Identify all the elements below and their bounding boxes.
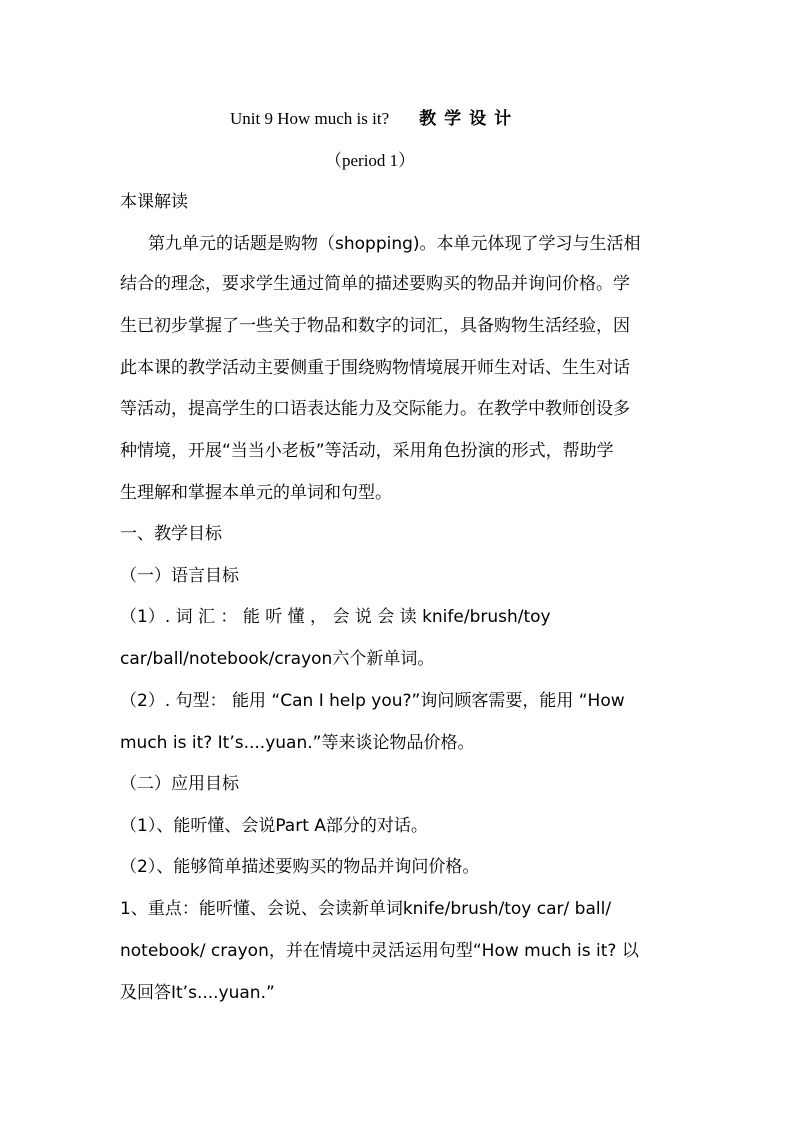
page-subtitle: （period 1）: [325, 151, 416, 170]
subheading-language-goals: （一）语言目标: [120, 566, 239, 586]
title-english: Unit 9 How much is it?: [230, 109, 390, 128]
intro-line-5: 等活动，提高学生的口语表达能力及交际能力。在教学中教师创设多: [120, 399, 630, 419]
intro-line-7: 生理解和掌握本单元的单词和句型。: [120, 483, 392, 503]
application-item-2: （2）、能够简单描述要购买的物品并询问价格。: [120, 857, 480, 877]
page-title: [230, 108, 790, 130]
language-item-2-line-1: （2）. 句型： 能用 “Can I help you?”询问顾客需要，能用 “How: [120, 691, 625, 711]
section-heading-intro: 本课解读: [120, 192, 188, 212]
intro-line-3: 生已初步掌握了一些关于物品和数字的词汇，具备购物生活经验，因: [120, 316, 630, 336]
intro-line-2: 结合的理念，要求学生通过简单的描述要购买的物品并询问价格。学: [120, 274, 630, 294]
section-heading-goals: 一、教学目标: [120, 524, 222, 544]
application-item-1: （1）、能听懂、会说Part A部分的对话。: [120, 816, 428, 836]
title-chinese: 教学设计: [419, 109, 520, 128]
keypoint-line-1: 1、重点：能听懂、会说、会读新单词knife/brush/toy car/ ball/: [120, 899, 612, 919]
language-item-1-line-1: （1）. 词 汇 ： 能 听 懂 ， 会 说 会 读 knife/brush/toy: [120, 607, 551, 627]
intro-line-4: 此本课的教学活动主要侧重于围绕购物情境展开师生对话、生生对话: [120, 358, 630, 378]
intro-line-6: 种情境，开展“当当小老板”等活动，采用角色扮演的形式，帮助学: [120, 441, 614, 461]
keypoint-line-2: notebook/ crayon，并在情境中灵活运用句型“How much is it? 以: [120, 941, 639, 961]
keypoint-line-3: 及回答It’s....yuan.”: [120, 983, 275, 1003]
language-item-2-line-2: much is it? It’s....yuan.”等来谈论物品价格。: [120, 733, 475, 753]
intro-line-1: 第九单元的话题是购物（shopping)。本单元体现了学习与生活相: [148, 234, 641, 254]
language-item-1-line-2: car/ball/notebook/crayon六个新单词。: [120, 649, 435, 669]
subheading-application-goals: （二）应用目标: [120, 774, 239, 794]
